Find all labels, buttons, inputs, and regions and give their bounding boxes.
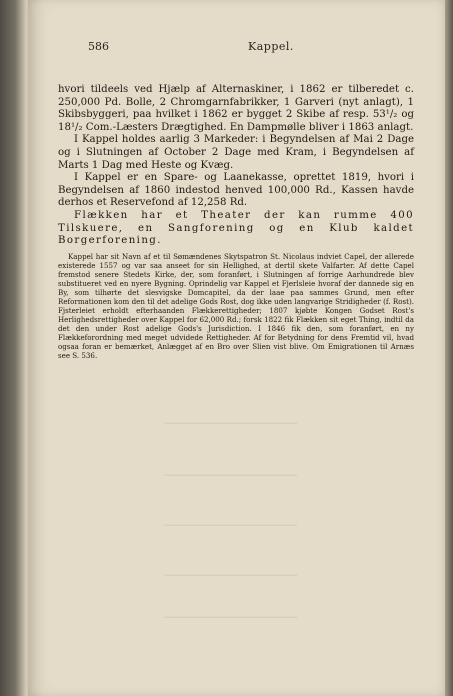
page-body (58, 84, 414, 360)
bleed-through-text: ────────────────────────── (164, 613, 298, 623)
bleed-through-text: ────────────────────────── (164, 521, 298, 531)
footnote-history: Kappel har sit Navn af et til Sømændenes Skytspatron St. Nicolaus indviet Capel, der allerede existerede 1557 og var saa anseet for sin Hellighed, at dertil skete Valfarter. Af dette Capel fremstod senere Stedets Kirke, der, som foranført, i Slutningen af forrige Aarhundrede blev substitueret ved en nyere Bygning. Oprindelig var Kappel et Fjerlsleie hvoraf der dannede sig en By, som tilhørte det slesvigske Domcapitel, da der laae paa sammes Grund, men efter Reformationen kom den til det adelige Gods Rost, dog ikke uden langvarige Stridigheder (f. Rost). Fjsterleiet erholdt efterhaanden Flækkerettigheder; 1807 kjøbte Kongen Godset Rost's Herlighedsrettigheder over Kappel for 62,000 Rd.; forsk 1822 fik Flækken sit eget Thing, indtil da det den under Rost adelige Gods's Jurisdiction. I 1846 fik den, som foranført, en ny Flækkeforordning med meget udvidede Rettigheder. Af for Betydning for dens Fremtid vil, hvad ogsaa foran er bemærket, Anlægget af en Bro over Slien vist blive. Om Emigrationen til Arnæs see S. 536. (58, 251, 414, 360)
book-edge-right (445, 0, 453, 696)
bleed-through-text: ────────────────────────── (164, 419, 298, 429)
page-header (88, 40, 406, 60)
paragraph-markets: I Kappel holdes aarlig 3 Markeder: i Begyndelsen af Mai 2 Dage og i Slutningen af October 2 Dage med Kram, i Begyndelsen af Marts 1 Dag med Heste og Kvæg. (58, 134, 414, 171)
paragraph-industry: hvori tildeels ved Hjælp af Alternaskiner, i 1862 er tilberedet c. 250,000 Pd. Bolle, 2 Chromgarnfabrikker, 1 Garveri (nyt anlagt), 1 Skibsbyggeri, paa hvilket i 1862 er bygget 2 Skibe af resp. 53¹/₂ og 18¹/₂ Com.-Læsters Drægtighed. En Dampmølle bliver i 1863 anlagt. (58, 84, 414, 133)
page-number: 586 (88, 40, 109, 53)
running-head: Kappel. (248, 40, 294, 53)
bleed-through-text: ────────────────────────── (164, 571, 298, 581)
paragraph-savings-bank: I Kappel er en Spare- og Laanekasse, oprettet 1819, hvori i Begyndelsen af 1860 indestod henved 100,000 Rd., Kassen havde derhos et Reservefond af 12,258 Rd. (58, 172, 414, 209)
paragraph-theater: Flækken har et Theater der kan rumme 400 Tilskuere, en Sangforening og en Klub kaldet Borgerforening. (58, 209, 414, 247)
bleed-through-text: ────────────────────────── (164, 471, 298, 481)
